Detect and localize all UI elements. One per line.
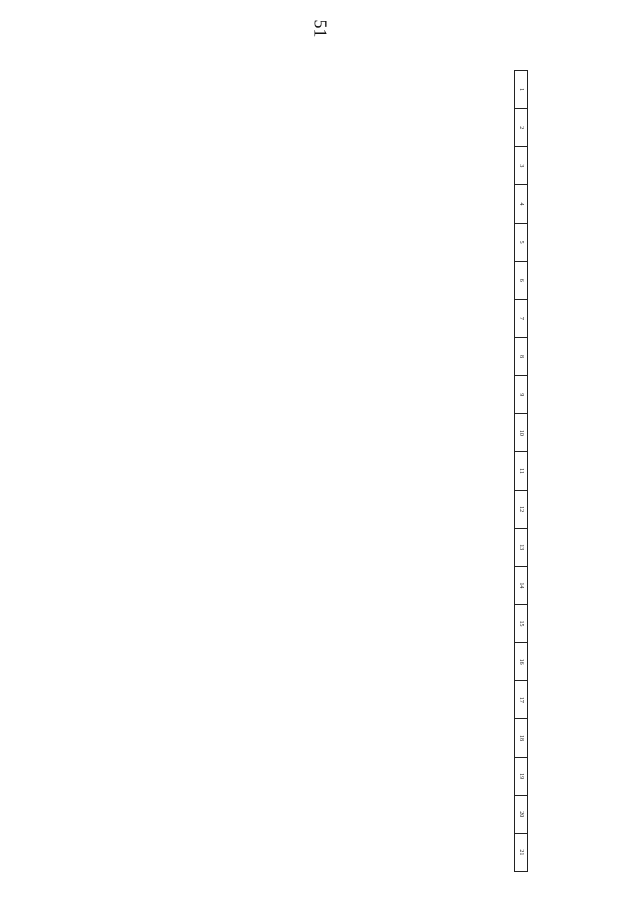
column-header-2: 2 <box>515 109 528 147</box>
column-header-15: 15 <box>515 604 528 642</box>
column-header-4: 4 <box>515 185 528 223</box>
column-header-17: 17 <box>515 681 528 719</box>
column-header-5: 5 <box>515 223 528 261</box>
column-header-16: 16 <box>515 643 528 681</box>
column-header-8: 8 <box>515 337 528 375</box>
column-header-20: 20 <box>515 795 528 833</box>
column-header-11: 11 <box>515 452 528 490</box>
column-header-12: 12 <box>515 490 528 528</box>
column-header-1: 1 <box>515 71 528 109</box>
page-number: 51 <box>310 19 331 38</box>
column-header-13: 13 <box>515 528 528 566</box>
column-header-3: 3 <box>515 147 528 185</box>
column-header-21: 21 <box>515 833 528 871</box>
column-header-14: 14 <box>515 566 528 604</box>
column-header-19: 19 <box>515 757 528 795</box>
column-header-18: 18 <box>515 719 528 757</box>
column-header-9: 9 <box>515 376 528 414</box>
apartment-buildings-table <box>96 70 528 872</box>
column-header-7: 7 <box>515 299 528 337</box>
rotated-table-wrapper <box>96 70 528 872</box>
table-header-row <box>515 71 528 872</box>
column-header-10: 10 <box>515 414 528 452</box>
column-header-6: 6 <box>515 261 528 299</box>
